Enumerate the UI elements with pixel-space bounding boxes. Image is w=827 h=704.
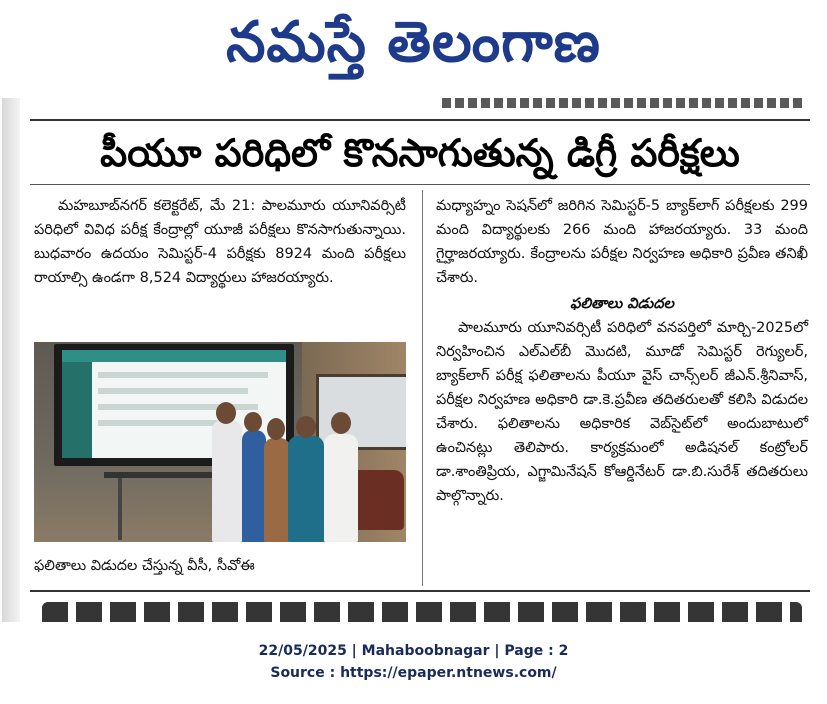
photo-person xyxy=(242,430,266,542)
footer-date-edition: 22/05/2025 | Mahaboobnagar | Page : 2 xyxy=(258,643,569,659)
newspaper-clipping xyxy=(2,98,824,622)
photo-person xyxy=(324,434,358,542)
article-photo xyxy=(34,342,406,542)
photo-screen-row xyxy=(98,420,218,426)
left-paragraph: మహబూబ్‌నగర్ కలెక్టరేట్, మే 21: పాలమూరు యూనివర్సిటీ పరిధిలో వివిధ పరీక్ష కేంద్రాల్లో యూజీ పరీక్షలు కొనసాగుతున్నాయి. బుధవారం ఉదయం సెమిస్టర్-4 పరీక్షకు 8924 మంది పరీక్షలు రాయాల్సి ఉండగా 8,524 విద్యార్థులు హాజరయ్యారు. xyxy=(34,198,406,286)
photo-person xyxy=(264,438,290,542)
photo-person xyxy=(288,436,324,542)
headline-rule xyxy=(30,184,810,185)
footer xyxy=(0,640,827,684)
subheading: ఫలితాలు విడుదల xyxy=(570,296,674,312)
photo-desk-leg xyxy=(118,478,122,540)
cut-headline-strip xyxy=(42,602,802,622)
cut-text-strip xyxy=(442,98,802,108)
top-rule xyxy=(30,119,810,121)
photo-screen-row xyxy=(98,388,248,394)
photo-caption: ఫలితాలు విడుదల చేస్తున్న వీసీ, సీవోఈ xyxy=(34,558,255,574)
bottom-rule xyxy=(30,590,810,592)
newspaper-logo: నమస్తే తెలంగాణ xyxy=(226,10,601,75)
column-divider xyxy=(422,190,423,586)
page-edge xyxy=(2,98,20,622)
photo-screen-row xyxy=(98,372,268,378)
photo-person-head xyxy=(216,402,236,424)
photo-person-head xyxy=(267,418,285,440)
left-column xyxy=(34,194,406,290)
masthead xyxy=(0,0,827,90)
photo-person xyxy=(212,420,242,542)
footer-source: Source : https://epaper.ntnews.com/ xyxy=(270,665,557,681)
article-headline: పీయూ పరిధిలో కొనసాగుతున్న డిగ్రీ పరీక్షలు xyxy=(100,131,740,175)
photo-person-head xyxy=(296,416,316,438)
right-paragraph-2: పాలమూరు యూనివర్సిటీ పరిధిలో వనపర్తిలో మార్చి-2025లో నిర్వహించిన ఎల్ఎల్‌బీ మొదటి, మూడో సెమిస్టర్ రెగ్యులర్, బ్యాక్‌లాగ్ పరీక్ష ఫలితాలను పీయూ వైస్ చాన్స్‌లర్ జీఎన్.శ్రీనివాస్, పరీక్షల నిర్వహణ అధికారి డా.కె.ప్రవీణ తదితరులతో కలిసి విడుదల చేశారు. ఫలితాలను అధికారిక వెబ్‌సైట్‌లో అందుబాటులో ఉంచినట్లు తెలిపారు. కార్యక్రమంలో అడిషనల్ కంట్రోలర్ డా.శాంతిప్రియ, ఎగ్జామినేషన్ కోఆర్డినేటర్ డా.బి.సురేశ్ తదితరులు పాల్గొన్నారు. xyxy=(436,320,808,504)
right-column xyxy=(436,194,808,508)
photo-screen-sidebar xyxy=(62,362,92,458)
right-paragraph-1: మధ్యాహ్నం సెషన్‌లో జరిగిన సెమిస్టర్-5 బ్యాక్‌లాగ్ పరీక్షలకు 299 మంది విద్యార్థులకు 266 మంది హాజరయ్యారు. 33 మంది గైర్హాజరయ్యారు. కేంద్రాలను పరీక్షల నిర్వహణ అధికారి ప్రవీణ తనిఖీ చేశారు. xyxy=(436,198,808,286)
photo-person-head xyxy=(244,412,262,432)
photo-screen-header xyxy=(62,350,286,362)
photo-person-head xyxy=(331,412,351,434)
next-article-headline-cut xyxy=(30,594,810,622)
